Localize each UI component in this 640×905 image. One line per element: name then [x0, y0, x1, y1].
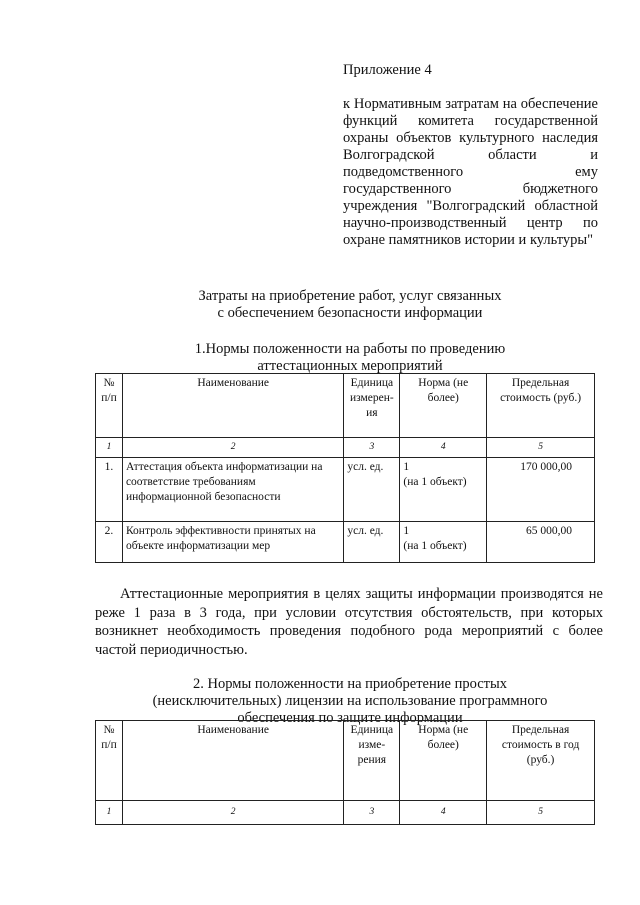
section-title-line: Затраты на приобретение работ, услуг связанных — [198, 288, 502, 304]
header-norm: Норма (не более) — [400, 721, 487, 801]
column-number: 4 — [400, 801, 487, 825]
column-number: 2 — [122, 438, 343, 458]
column-number: 2 — [122, 801, 343, 825]
appendix-title: Приложение 4 — [343, 62, 432, 78]
row-unit: усл. ед. — [344, 458, 400, 522]
header-unit: Единица измерен- ия — [344, 374, 400, 438]
header-price: Предельная стоимость (руб.) — [487, 374, 595, 438]
table2-column-numbers — [96, 801, 595, 825]
column-number: 5 — [487, 438, 595, 458]
row-norm — [400, 522, 487, 563]
section-title-line: с обеспечением безопасности информации — [217, 305, 483, 321]
row-name: Контроль эффективности принятых на объекте информатизации мер — [122, 522, 343, 563]
header-name: Наименование — [122, 721, 343, 801]
row-price: 170 000,00 — [487, 458, 595, 522]
header-num: № п/п — [96, 374, 123, 438]
header-name: Наименование — [122, 374, 343, 438]
table1-title-line: 1.Нормы положенности на работы по проведению — [194, 341, 506, 357]
column-number: 4 — [400, 438, 487, 458]
table2-title-line: 2. Нормы положенности на приобретение простых — [193, 676, 507, 692]
table1 — [95, 373, 595, 563]
table-row — [96, 522, 595, 563]
table1-column-numbers — [96, 438, 595, 458]
table2-title-line: (неисключительных) лицензии на использование программного — [152, 693, 548, 709]
column-number: 3 — [344, 801, 400, 825]
norm-note: (на 1 объект) — [403, 540, 467, 552]
row-num: 2. — [96, 522, 123, 563]
body-paragraph: Аттестационные мероприятия в целях защиты информации производятся не реже 1 раза в 3 года, при условии отсутствия обстоятельств, при которых возникнет необходимость проведения подобного рода мероприятий с более частой периодичностью. — [95, 586, 603, 658]
header-unit: Единица изме- рения — [344, 721, 400, 801]
row-unit: усл. ед. — [344, 522, 400, 563]
table2-title-line: обеспечения по защите информации — [237, 710, 463, 726]
table1-header-row — [96, 374, 595, 438]
table-row — [96, 458, 595, 522]
column-number: 5 — [487, 801, 595, 825]
table1-title — [150, 341, 550, 375]
row-norm — [400, 458, 487, 522]
header-num: № п/п — [96, 721, 123, 801]
appendix-text: к Нормативным затратам на обеспечение функций комитета государственной охраны объектов культурного наследия Волгоградской области и подведомственного ему государственного бюджетного учреждения "Волгоградский областной научно-производственный центр по охране памятников истории и культуры" — [343, 96, 598, 248]
row-price: 65 000,00 — [487, 522, 595, 563]
row-name: Аттестация объекта информатизации на соответствие требованиям информационной безопасности — [122, 458, 343, 522]
norm-note: (на 1 объект) — [403, 476, 467, 488]
header-norm: Норма (не более) — [400, 374, 487, 438]
column-number: 1 — [96, 801, 123, 825]
table2 — [95, 720, 595, 825]
table2-header-row — [96, 721, 595, 801]
section-title — [150, 288, 550, 322]
header-price: Предельная стоимость в год (руб.) — [487, 721, 595, 801]
table1-title-line: аттестационных мероприятий — [257, 358, 443, 374]
norm-value: 1 — [403, 525, 410, 537]
row-num: 1. — [96, 458, 123, 522]
column-number: 3 — [344, 438, 400, 458]
column-number: 1 — [96, 438, 123, 458]
norm-value: 1 — [403, 461, 410, 473]
